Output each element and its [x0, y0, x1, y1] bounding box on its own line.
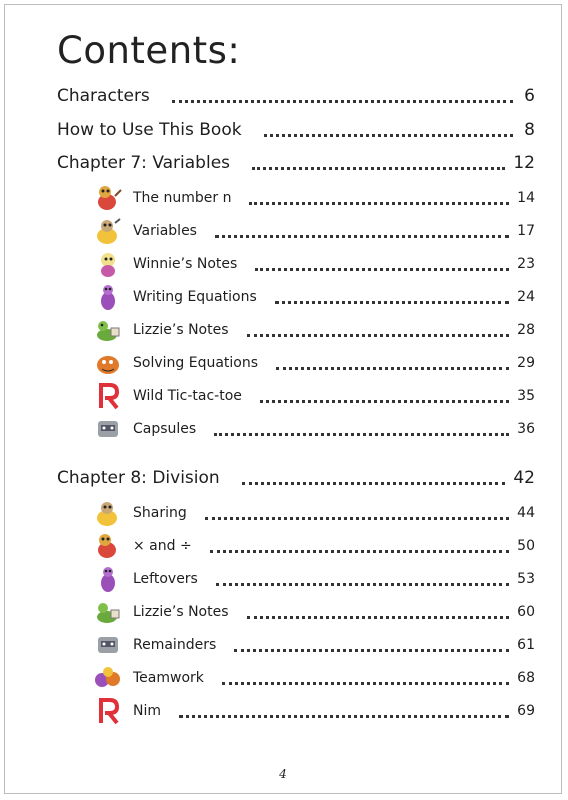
dot-leader — [260, 400, 509, 403]
toc-subentry[interactable] — [93, 663, 535, 693]
toc-entry-chapter-8[interactable] — [57, 463, 535, 493]
toc-entry-label: Wild Tic-tac-toe — [133, 388, 242, 404]
toc-subentry[interactable] — [93, 315, 535, 345]
toc-page-number: 53 — [517, 571, 535, 587]
toc-page-number: 69 — [517, 703, 535, 719]
toc-subentry[interactable] — [93, 381, 535, 411]
toc-entry-label: Lizzie’s Notes — [133, 604, 229, 620]
toc-page-number: 8 — [524, 120, 535, 140]
toc-entry-label: Chapter 7: Variables — [57, 153, 231, 173]
toc-entry-label: Remainders — [133, 637, 217, 653]
toc-entry-label: Variables — [133, 223, 197, 239]
toc-page-number: 50 — [517, 538, 535, 554]
dot-leader — [216, 583, 509, 586]
toc-entry-label: Winnie’s Notes — [133, 256, 238, 272]
dot-leader — [210, 550, 509, 553]
toc-page-number: 29 — [517, 355, 535, 371]
book-page — [4, 4, 562, 794]
red-r-icon — [93, 697, 123, 725]
dot-leader — [242, 482, 506, 485]
dot-leader — [249, 202, 509, 205]
dot-leader — [172, 100, 513, 103]
toc-page-number: 12 — [513, 153, 535, 173]
toc-page-number: 23 — [517, 256, 535, 272]
toc-entry-label: Leftovers — [133, 571, 198, 587]
dot-leader — [205, 517, 509, 520]
dot-leader — [179, 715, 509, 718]
dot-leader — [264, 134, 513, 137]
toc-entry-chapter-7[interactable] — [57, 148, 535, 178]
toc-page-number: 42 — [513, 468, 535, 488]
lizzie-icon — [93, 316, 123, 344]
winnie-icon — [93, 250, 123, 278]
toc-page-number: 24 — [517, 289, 535, 305]
toc-page-number: 60 — [517, 604, 535, 620]
robot-icon — [93, 415, 123, 443]
page-title: Contents: — [57, 29, 241, 72]
toc-page-number: 36 — [517, 421, 535, 437]
yellow-monster-icon — [93, 499, 123, 527]
dot-leader — [247, 334, 510, 337]
toc-entry-label: Teamwork — [133, 670, 204, 686]
red-r-icon — [93, 382, 123, 410]
dot-leader — [252, 167, 505, 170]
toc-page-number: 17 — [517, 223, 535, 239]
toc-entry-label: Capsules — [133, 421, 197, 437]
toc-page-number: 35 — [517, 388, 535, 404]
orange-monster-icon — [93, 349, 123, 377]
toc-page-number: 44 — [517, 505, 535, 521]
toc-entry-characters[interactable] — [57, 81, 535, 111]
team-monsters-icon — [93, 664, 123, 692]
toc-page-number: 6 — [524, 86, 535, 106]
toc-subentry[interactable] — [93, 414, 535, 444]
dot-leader — [222, 682, 509, 685]
toc-subentry[interactable] — [93, 564, 535, 594]
dot-leader — [275, 301, 509, 304]
toc-subentry[interactable] — [93, 348, 535, 378]
toc-subentry[interactable] — [93, 597, 535, 627]
toc-subentry[interactable] — [93, 630, 535, 660]
lizzie-icon — [93, 598, 123, 626]
red-monster-icon — [93, 184, 123, 212]
toc-page-number: 28 — [517, 322, 535, 338]
toc-entry-label: Solving Equations — [133, 355, 259, 371]
toc-subentry[interactable] — [93, 216, 535, 246]
toc-subentry[interactable] — [93, 498, 535, 528]
page-number-footer: 4 — [279, 767, 287, 781]
dot-leader — [215, 235, 509, 238]
toc-subentry[interactable] — [93, 249, 535, 279]
purple-monster-icon — [93, 565, 123, 593]
toc-page-number: 68 — [517, 670, 535, 686]
dot-leader — [255, 268, 509, 271]
toc-entry-label: How to Use This Book — [57, 120, 242, 140]
toc-entry-label: The number n — [133, 190, 232, 206]
purple-monster-icon — [93, 283, 123, 311]
toc-entry-how-to-use[interactable] — [57, 115, 535, 145]
robot-icon — [93, 631, 123, 659]
toc-subentry[interactable] — [93, 531, 535, 561]
toc-entry-label: Writing Equations — [133, 289, 257, 305]
dot-leader — [276, 367, 509, 370]
toc-subentry[interactable] — [93, 183, 535, 213]
red-monster-icon — [93, 532, 123, 560]
toc-page-number: 61 — [517, 637, 535, 653]
toc-entry-label: Nim — [133, 703, 161, 719]
toc-entry-label: × and ÷ — [133, 538, 192, 554]
toc-page-number: 14 — [517, 190, 535, 206]
yellow-monster-icon — [93, 217, 123, 245]
toc-subentry[interactable] — [93, 282, 535, 312]
toc-subentry[interactable] — [93, 696, 535, 726]
toc-entry-label: Lizzie’s Notes — [133, 322, 229, 338]
toc-entry-label: Characters — [57, 86, 150, 106]
dot-leader — [247, 616, 510, 619]
toc-entry-label: Sharing — [133, 505, 187, 521]
dot-leader — [214, 433, 509, 436]
toc-entry-label: Chapter 8: Division — [57, 468, 220, 488]
dot-leader — [234, 649, 509, 652]
